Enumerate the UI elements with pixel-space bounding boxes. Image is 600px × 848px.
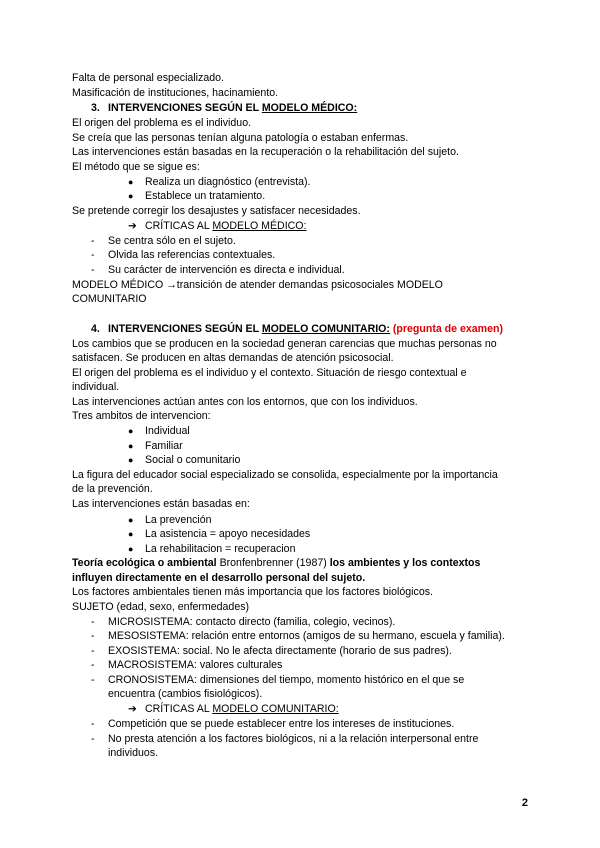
bullet-icon: ● [128, 529, 134, 539]
bullet-item: La asistencia = apoyo necesidades [145, 528, 311, 540]
text-line: Falta de personal especializado. [72, 72, 224, 84]
bullet-icon: ● [128, 426, 134, 436]
text-line: Tres ambitos de intervencion: [72, 410, 211, 422]
dash-icon: - [91, 659, 95, 671]
criticas-heading [145, 702, 339, 716]
bullet-item: Familiar [145, 440, 183, 452]
text-line: SUJETO (edad, sexo, enfermedades) [72, 601, 250, 613]
text-line: Los factores ambientales tienen más importancia que los factores biológicos. [72, 586, 433, 598]
heading-text: INTERVENCIONES SEGÚN EL [108, 323, 262, 335]
criticas-underlined: MODELO MÉDICO: [212, 220, 307, 232]
text-line: El origen del problema es el individuo y el contexto. Situación de riesgo contextual e [72, 367, 467, 379]
text-line: satisfacen. Se producen en altas demandas de atención psicosocial. [72, 352, 394, 364]
bullet-icon: ● [128, 177, 134, 187]
criticas-text: CRÍTICAS AL [145, 220, 213, 232]
dash-icon: - [91, 616, 95, 628]
teoria-line: influyen directamente en el desarrollo personal del sujeto. [72, 572, 366, 584]
bullet-item: La prevención [145, 514, 212, 526]
text-line: El método que se sigue es: [72, 161, 200, 173]
section-3-number: 3. [91, 102, 100, 114]
bullet-icon: ● [128, 441, 134, 451]
text-line: MODELO MÉDICO →transición de atender demandas psicosociales MODELO [72, 279, 443, 291]
dash-item-cont: individuos. [108, 747, 159, 759]
dash-item: Competición que se puede establecer entre los intereses de instituciones. [108, 718, 455, 730]
dash-item: MESOSISTEMA: relación entre entornos (amigos de su hermano, escuela y familia). [108, 630, 505, 642]
heading-underlined: MODELO COMUNITARIO: [261, 323, 390, 335]
arrow-icon: ➔ [128, 703, 137, 715]
teoria-bold: Teoría ecológica o ambiental [72, 557, 217, 569]
bullet-icon: ● [128, 515, 134, 525]
dash-item: Su carácter de intervención es directa e individual. [108, 264, 345, 276]
dash-icon: - [91, 264, 95, 276]
dash-item: Olvida las referencias contextuales. [108, 249, 276, 261]
bullet-item: Establece un tratamiento. [145, 190, 266, 202]
section-4-number: 4. [91, 323, 100, 335]
bullet-icon: ● [128, 455, 134, 465]
text-line: Masificación de instituciones, hacinamiento. [72, 87, 279, 99]
exam-note: (pregunta de examen) [392, 323, 503, 335]
section-4-heading [108, 322, 503, 336]
bullet-item: Social o comunitario [145, 454, 241, 466]
dash-icon: - [91, 249, 95, 261]
bullet-item: La rehabilitacion = recuperacion [145, 543, 296, 555]
text-line: Las intervenciones están basadas en la recuperación o la rehabilitación del sujeto. [72, 146, 459, 158]
dash-item: MACROSISTEMA: valores culturales [108, 659, 283, 671]
text-line: El origen del problema es el individuo. [72, 117, 252, 129]
text-line: individual. [72, 381, 120, 393]
dash-item: No presta atención a los factores biológicos, ni a la relación interpersonal entre [108, 733, 479, 745]
criticas-heading [145, 219, 307, 233]
bullet-icon: ● [128, 191, 134, 201]
dash-item: Se centra sólo en el sujeto. [108, 235, 236, 247]
bullet-item: Realiza un diagnóstico (entrevista). [145, 176, 311, 188]
text-line: La figura del educador social especializado se consolida, especialmente por la importancia [72, 469, 498, 481]
criticas-underlined: MODELO COMUNITARIO: [212, 703, 339, 715]
bullet-icon: ● [128, 544, 134, 554]
teoria-bold: los ambientes y los contextos [329, 557, 481, 569]
text-line: de la prevención. [72, 483, 153, 495]
dash-item: EXOSISTEMA: social. No le afecta directamente (horario de sus padres). [108, 645, 452, 657]
text-line: Se creía que las personas tenían alguna patología o estaban enfermas. [72, 132, 409, 144]
text-line: Se pretende corregir los desajustes y satisfacer necesidades. [72, 205, 361, 217]
bullet-item: Individual [145, 425, 190, 437]
dash-item: CRONOSISTEMA: dimensiones del tiempo, momento histórico en el que se [108, 674, 465, 686]
dash-icon: - [91, 235, 95, 247]
dash-icon: - [91, 645, 95, 657]
dash-icon: - [91, 733, 95, 745]
dash-item-cont: encuentra (cambios fisiológicos). [108, 688, 263, 700]
text-line: Las intervenciones están basadas en: [72, 498, 250, 510]
teoria-author: Bronfenbrenner (1987) [216, 557, 330, 569]
dash-item: MICROSISTEMA: contacto directo (familia, colegio, vecinos). [108, 616, 396, 628]
heading-text: INTERVENCIONES SEGÚN EL [108, 102, 262, 114]
dash-icon: - [91, 630, 95, 642]
text-line: COMUNITARIO [72, 293, 147, 305]
text-line: Las intervenciones actúan antes con los entornos, que con los individuos. [72, 396, 418, 408]
heading-underlined: MODELO MÉDICO: [261, 102, 358, 114]
text-line: Los cambios que se producen en la sociedad generan carencias que muchas personas no [72, 338, 497, 350]
arrow-icon: ➔ [128, 220, 137, 232]
section-3-heading [108, 101, 357, 115]
dash-icon: - [91, 674, 95, 686]
dash-icon: - [91, 718, 95, 730]
page-number: 2 [521, 797, 528, 809]
teoria-line [72, 556, 480, 570]
criticas-text: CRÍTICAS AL [145, 703, 213, 715]
